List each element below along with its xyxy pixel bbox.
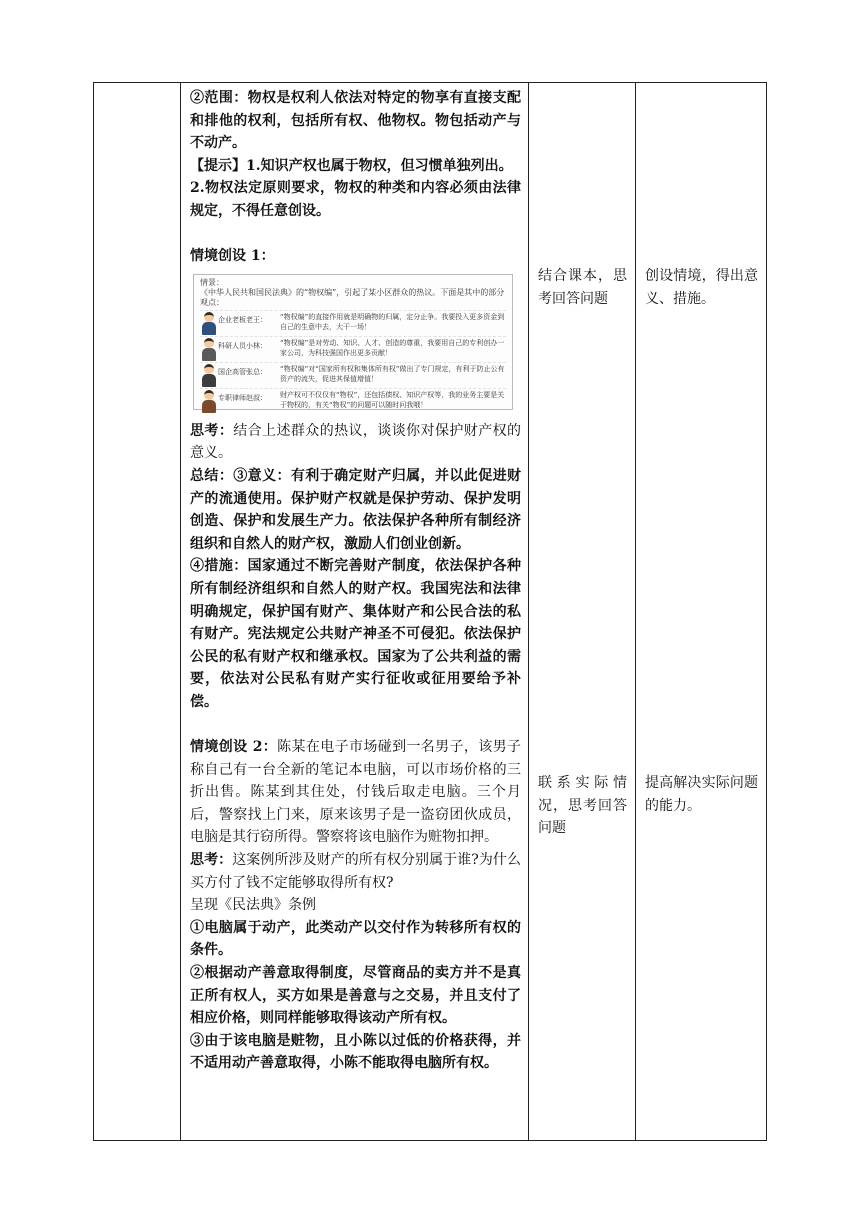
student-activity-1: 结合课本，思考回答问题	[538, 268, 627, 307]
student-activity-cell	[529, 83, 636, 1141]
table-row	[94, 83, 767, 1141]
scenario-2-text: 陈某在电子市场碰到一名男子，该男子称自己有一台全新的笔记本电脑，可以市场价格的三折出售。陈某到其住处，付钱后取走电脑。三个月后，警察找上门来，原来该男子是一盗窃团伙成员，电脑是其行窃所得。警察将该电脑作为赃物扣押。	[190, 739, 521, 846]
scenario-image-heading: 情景：	[200, 277, 224, 287]
think-2-paragraph	[190, 849, 521, 894]
scope-paragraph: ②范围：物权是权利人依法对特定的物享有直接支配和排他的权利，包括所有权、他物权。物包括动产与不动产。	[190, 90, 521, 152]
businessman-icon	[200, 311, 218, 335]
think-2-label: 思考：	[190, 852, 233, 869]
design-intent-2: 提高解决实际问题的能力。	[645, 775, 758, 814]
student-activity-2: 联系实际情况，思考回答问题	[538, 775, 627, 837]
opinion-speaker: 企业老板老王：	[218, 315, 267, 324]
section-column-cell	[94, 83, 181, 1141]
design-intent-cell	[636, 83, 767, 1141]
teaching-content-cell	[181, 83, 529, 1141]
opinion-speaker: 国企高管张总：	[218, 367, 267, 376]
scenario-1-title: 情境创设 1：	[190, 248, 275, 265]
think-2-text: 这案例所涉及财产的所有权分别属于谁?为什么买方付了钱不定能够取得所有权?	[190, 852, 521, 891]
researcher-icon	[200, 337, 218, 361]
answer-1-paragraph: ①电脑属于动产，此类动产以交付作为转移所有权的条件。	[190, 919, 521, 959]
opinion-row	[200, 362, 506, 388]
opinion-text: 财产权可不仅仅有“物权”，还包括债权、知识产权等，我的业务主要是关于物权的，有关“物权”的问题可以随时问我哦！	[280, 390, 505, 409]
summary-label: 总结：	[190, 467, 234, 484]
think-1-paragraph	[190, 420, 521, 465]
lesson-plan-table	[93, 82, 767, 1141]
opinion-text: “物权编”是对劳动、知识、人才、创造的尊重，我要用自己的专利创办一家公司，为科技强国作出更多贡献！	[280, 338, 505, 357]
opinion-speaker: 专职律师赵叔：	[218, 393, 267, 402]
answer-2-paragraph: ②根据动产善意取得制度，尽管商品的卖方并不是真正所有权人，买方如果是善意与之交易，并且支付了相应价格，则同样能够取得该动产所有权。	[190, 965, 521, 1027]
opinion-row	[200, 336, 506, 362]
scenario-image-intro: 《中华人民共和国民法典》的“物权编”，引起了某小区群众的热议。下面是其中的部分观点：	[200, 287, 505, 307]
opinion-text: “物权编”的直接作用就是明确物的归属，定分止争。我要投入更多资金到自己的生意中去，大干一场！	[280, 312, 505, 331]
executive-icon	[200, 363, 218, 387]
legal-principle-paragraph: 2.物权法定原则要求，物权的种类和内容必须由法律规定，不得任意创设。	[190, 180, 521, 219]
think-1-label: 思考：	[190, 422, 234, 439]
opinion-row	[200, 310, 506, 336]
lawyer-icon	[200, 389, 218, 413]
hint-paragraph: 【提示】1.知识产权也属于物权，但习惯单独列出。	[190, 157, 513, 174]
opinion-row	[200, 388, 506, 414]
opinion-speaker: 科研人员小林：	[218, 341, 267, 350]
measures-paragraph: ④措施：国家通过不断完善财产制度，依法保护各种所有制经济组织和自然人的财产权。我国宪法和法律明确规定，保护国有财产、集体财产和公民合法的私有财产。宪法规定公共财产神圣不可侵犯。依法保护公民的私有财产权和继承权。国家为了公共利益的需要，依法对公民私有财产实行征收或征用要给予补偿。	[190, 558, 521, 710]
scenario-2-paragraph	[190, 736, 521, 849]
scenario-image	[193, 274, 513, 410]
think-1-text: 结合上述群众的热议，谈谈你对保护财产权的意义。	[190, 422, 522, 462]
summary-text: ③意义：有利于确定财产归属，并以此促进财产的流通使用。保护财产权就是保护劳动、保护发明创造、保护和发展生产力。依法保护各种所有制经济组织和自然人的财产权，激励人们创业创新。	[190, 467, 522, 552]
opinion-text: “物权编”对“国家所有权和集体所有权”做出了专门规定，有利于防止公有资产的流失，促进其保值增值！	[280, 364, 505, 383]
answer-3-paragraph: ③由于该电脑是赃物，且小陈以过低的价格获得，并不适用动产善意取得，小陈不能取得电脑所有权。	[190, 1032, 521, 1072]
scenario-2-label: 情境创设 2：	[190, 739, 278, 756]
summary-paragraph	[190, 465, 521, 555]
civil-code-paragraph: 呈现《民法典》条例	[190, 897, 316, 914]
design-intent-1: 创设情境，得出意义、措施。	[645, 268, 758, 307]
